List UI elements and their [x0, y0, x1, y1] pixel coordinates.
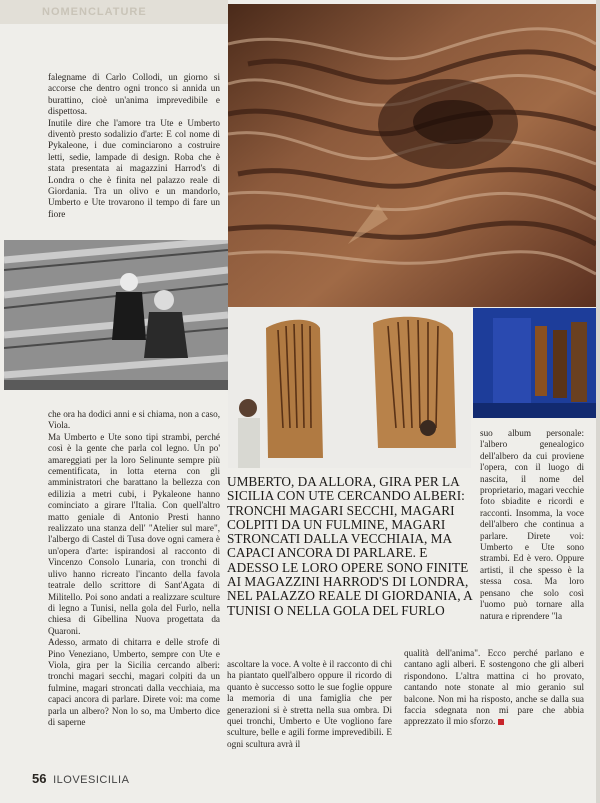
pull-quote: UMBERTO, DA ALLORA, GIRA PER LA SICILIA CON UTE CERCANDO ALBERI: TRONCHI MAGARI SECCHI, MAGARI COLPITI DA UN FULMINE, MAGARI STRONCATI DALLA VECCHIAIA, MA CAPACI ANCORA DI PARLARE. E ADESSO LE LORO OPERE SONO FINITE AI MAGAZZINI HARROD'S DI LONDRA, NEL PALAZZO REALE DI GIORDANIA, A TUNISI O NELLA GOLA DEL FURLO [227, 474, 472, 618]
page-edge-shadow [596, 0, 600, 803]
olive-wood-texture-photo [228, 4, 596, 307]
paragraph: Ma Umberto e Ute sono tipi strambi, perché così è la gente che parla col legno. Un po' amareggiati per la loro Selinunte sempre più cementificata, in lotta eterna con gli amministratori che barattano la bellezza con edilizia a metri cubi, i Pykaleone hanno cominciato a girare l'Italia. Con quell'altro matto geniale di Antonio Presti hanno realizzato una stanza dell' "Atelier sul mare", l'albergo di Castel di Tusa dove ogni camera è un'opera d'arte: ispirandosi al racconto di Vincenzo Consolo Lunaria, con tronchi di ulivo hanno ricreato l'incanto della favola teatrale dello scrittore di Sant'Agata di Militello. Poi sono andati a realizzare sculture di legno a Tunisi, nella gola del Furlo, nella chiesa di Gibellina Nuova progettata da Quaroni. [48, 431, 220, 636]
wooden-fan-sculptures-illustration [228, 308, 471, 468]
paragraph: qualità dell'anima". Ecco perché parlano e cantano agli alberi. E sostengono che gli alberi rispondono. L'altra mattina ci ho provato, cantando note stonate al mio geranio sul balcone. Non mi ha risposto, anche se dalla sua faccia sdegnata non mi pare che abbia apprezzato il mio sforzo. [404, 648, 584, 727]
column-middle: ascoltare la voce. A volte è il racconto di chi ha piantato quell'albero oppure il ricordo di quanto è successo sotto le sue foglie oppure la memoria di una famiglia che per generazioni si è stretta nella sua ombra. Di quei tronchi, Umberto e Ute vogliono fare sculture, belle e agili forme imprevedibili. E ogni scultura avrà il [227, 659, 392, 749]
paragraph: Inutile dire che l'amore tra Ute e Umberto diventò presto sodalizio d'arte: E col nome di Pykaleone, i due cominciarono a costruire letti, sedie, lampade di design. Roba che è stata presentata ai magazzini Harrod's di Londra o che è finita nel palazzo reale di Giordania. Tra un olivo e un mandorlo, Umberto e Ute trovarono il tempo di fare un fiore [48, 117, 220, 219]
column-right-wide [404, 648, 584, 728]
section-header-label: NOMENCLATURE [42, 6, 147, 18]
paragraph: falegname di Carlo Collodi, un giorno si accorse che dentro ogni tronco si annida un burattino, cioè un'anima imprevedibile e dispettosa. [48, 72, 220, 117]
folio [32, 771, 129, 786]
sculpture-photo [228, 308, 471, 468]
page-number: 56 [32, 771, 47, 786]
column-left-bottom [48, 409, 220, 728]
end-mark-icon [498, 719, 504, 725]
column-left-top [48, 72, 220, 220]
couple-bw-photo [4, 240, 228, 390]
couple-on-timber-illustration [4, 240, 228, 390]
paragraph: Adesso, armato di chitarra e delle strofe di Pino Veneziano, Umberto, sempre con Ute e Viola, gira per la Sicilia cercando alberi: tronchi magari secchi, magari colpiti da un fulmine, magari stroncati dalla vecchiaia, ma capaci ancora di parlare. Direte voi: ma come parla un albero? Non lo so, ma Umberto dice di saperne [48, 637, 220, 727]
wood-texture-illustration [228, 4, 596, 307]
blue-room-illustration [473, 308, 596, 418]
column-right-narrow: suo album personale: l'albero genealogico dell'albero da cui proviene l'opera, con il luogo di nascita, il nome del proprietario, magari vecchie foto sbiadite e ricordi e racconti. Insomma, la voce dell'albero che continua a parlare. Direte voi: Umberto e Ute sono strambi. Ed è vero. Oppure artisti, il che spesso è la stessa cosa. Ma loro pensano che solo così l'uomo può tornare alla natura e riprendere "la [480, 428, 584, 621]
paragraph: che ora ha dodici anni e si chiama, non a caso, Viola. [48, 409, 220, 431]
blue-gallery-photo [473, 308, 596, 418]
magazine-brand: ILOVESICILIA [53, 774, 130, 786]
